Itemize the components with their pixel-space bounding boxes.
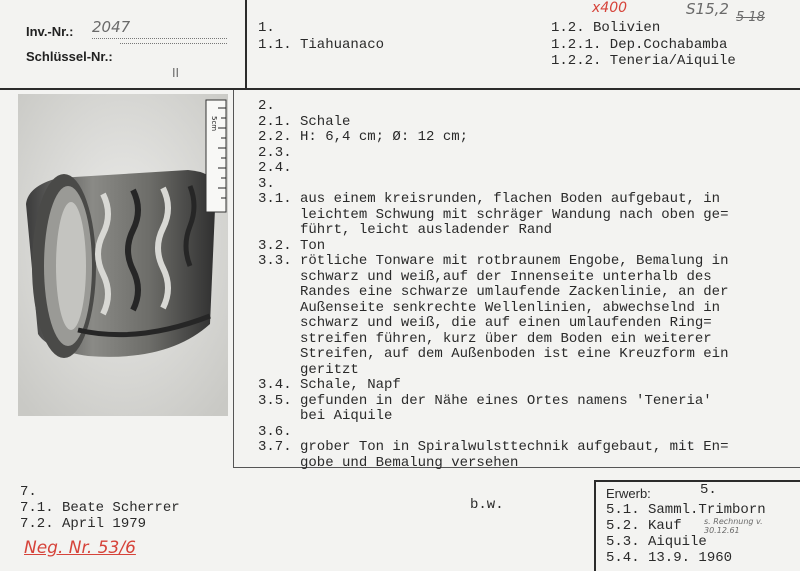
object-photo [18,94,228,416]
erwerb-invoice-note: s. Rechnung v. 30.12.61 [704,517,763,535]
description-line: 3.6. [258,423,292,440]
description-line: Randes eine schwarze umlaufende Zackenlinie, an der [258,284,729,300]
handwritten-top-mark: x400 [592,0,628,16]
sec7-line-7: 7. [20,484,37,500]
description-line: 3.3. rötliche Tonware mit rotbraunem Engobe, Bemalung in [258,253,729,269]
description-line: 2.4. [258,160,292,176]
description-line: 2.2. H: 6,4 cm; Ø: 12 cm; [258,129,469,145]
description-line: 3.5. gefunden in der Nähe eines Ortes namens 'Teneria' [258,392,712,409]
key-mark: II [172,66,180,80]
description-line: schwarz und weiß, die auf einen umlaufenden Ring= [258,315,712,331]
header-divider [0,88,800,90]
description-line: leichtem Schwung mit schräger Wandung nach oben ge= [258,206,729,223]
negative-number-note: Neg. Nr. 53/6 [24,538,136,558]
description-line: 2. [258,98,275,114]
erwerb-line-5-1: 5.1. Samml.Trimborn [606,502,766,518]
description-line: 3.4. Schale, Napf [258,377,401,393]
description-line: gobe und Bemalung versehen [258,454,519,471]
erwerb-number: 5. [700,482,717,498]
description-line: bei Aiquile [258,408,393,424]
photo-column-divider [233,90,234,468]
erwerb-line-5-4: 5.4. 13.9. 1960 [606,550,733,566]
erwerb-line-5-2: 5.2. Kauf [606,518,682,534]
description-line: 3.1. aus einem kreisrunden, flachen Boden aufgebaut, in [258,191,721,207]
erwerb-label: Erwerb: [606,486,651,501]
erwerb-box-top [594,480,800,482]
description-line: Außenseite senkrechte Wellenlinien, abwechselnd in [258,299,721,316]
erwerb-line-5-3: 5.3. Aiquile [606,534,707,550]
sec7-line-7-2: 7.2. April 1979 [20,516,147,532]
description-line: streifen führen, kurz über dem Boden ein weiterer [258,330,712,347]
shelf-mark-old: 5 18 [736,10,765,25]
key-label: Schlüssel-Nr.: [26,49,113,64]
scale-label: 5cm [210,116,218,132]
header-vertical-divider [245,0,247,90]
description-line: 3.7. grober Ton in Spiralwulsttechnik aufgebaut, mit En= [258,439,729,455]
description-line: geritzt [258,361,359,378]
sec1-line-1-2: 1.2. Bolivien [551,20,661,36]
description-line: 3. [258,175,275,192]
description-line: Streifen, auf dem Außenboden ist eine Kreuzform ein [258,346,729,362]
inv-value: 2047 [92,18,131,36]
bowl-illustration [18,94,228,416]
sec1-line-1-1: 1.1. Tiahuanaco [258,37,385,53]
description-line: 3.2. Ton [258,237,326,254]
description-line: führt, leicht ausladender Rand [258,222,553,238]
inv-dotted-line [92,38,227,39]
sec1-line-1-2-2: 1.2.2. Teneria/Aiquile [551,53,736,69]
description-line: 2.3. [258,144,292,161]
sec1-line-1-2-1: 1.2.1. Dep.Cochabamba [551,37,728,53]
description-line: 2.1. Schale [258,113,351,130]
shelf-mark: S15,2 [686,0,729,18]
inv-label: Inv.-Nr.: [26,24,74,39]
sec1-line-1: 1. [258,20,275,36]
description-line: schwarz und weiß,auf der Innenseite unterhalb des [258,268,712,285]
author-initials: b.w. [470,497,504,513]
key-dotted-line [120,43,227,44]
erwerb-box-left [594,480,596,571]
sec7-line-7-1: 7.1. Beate Scherrer [20,500,180,516]
